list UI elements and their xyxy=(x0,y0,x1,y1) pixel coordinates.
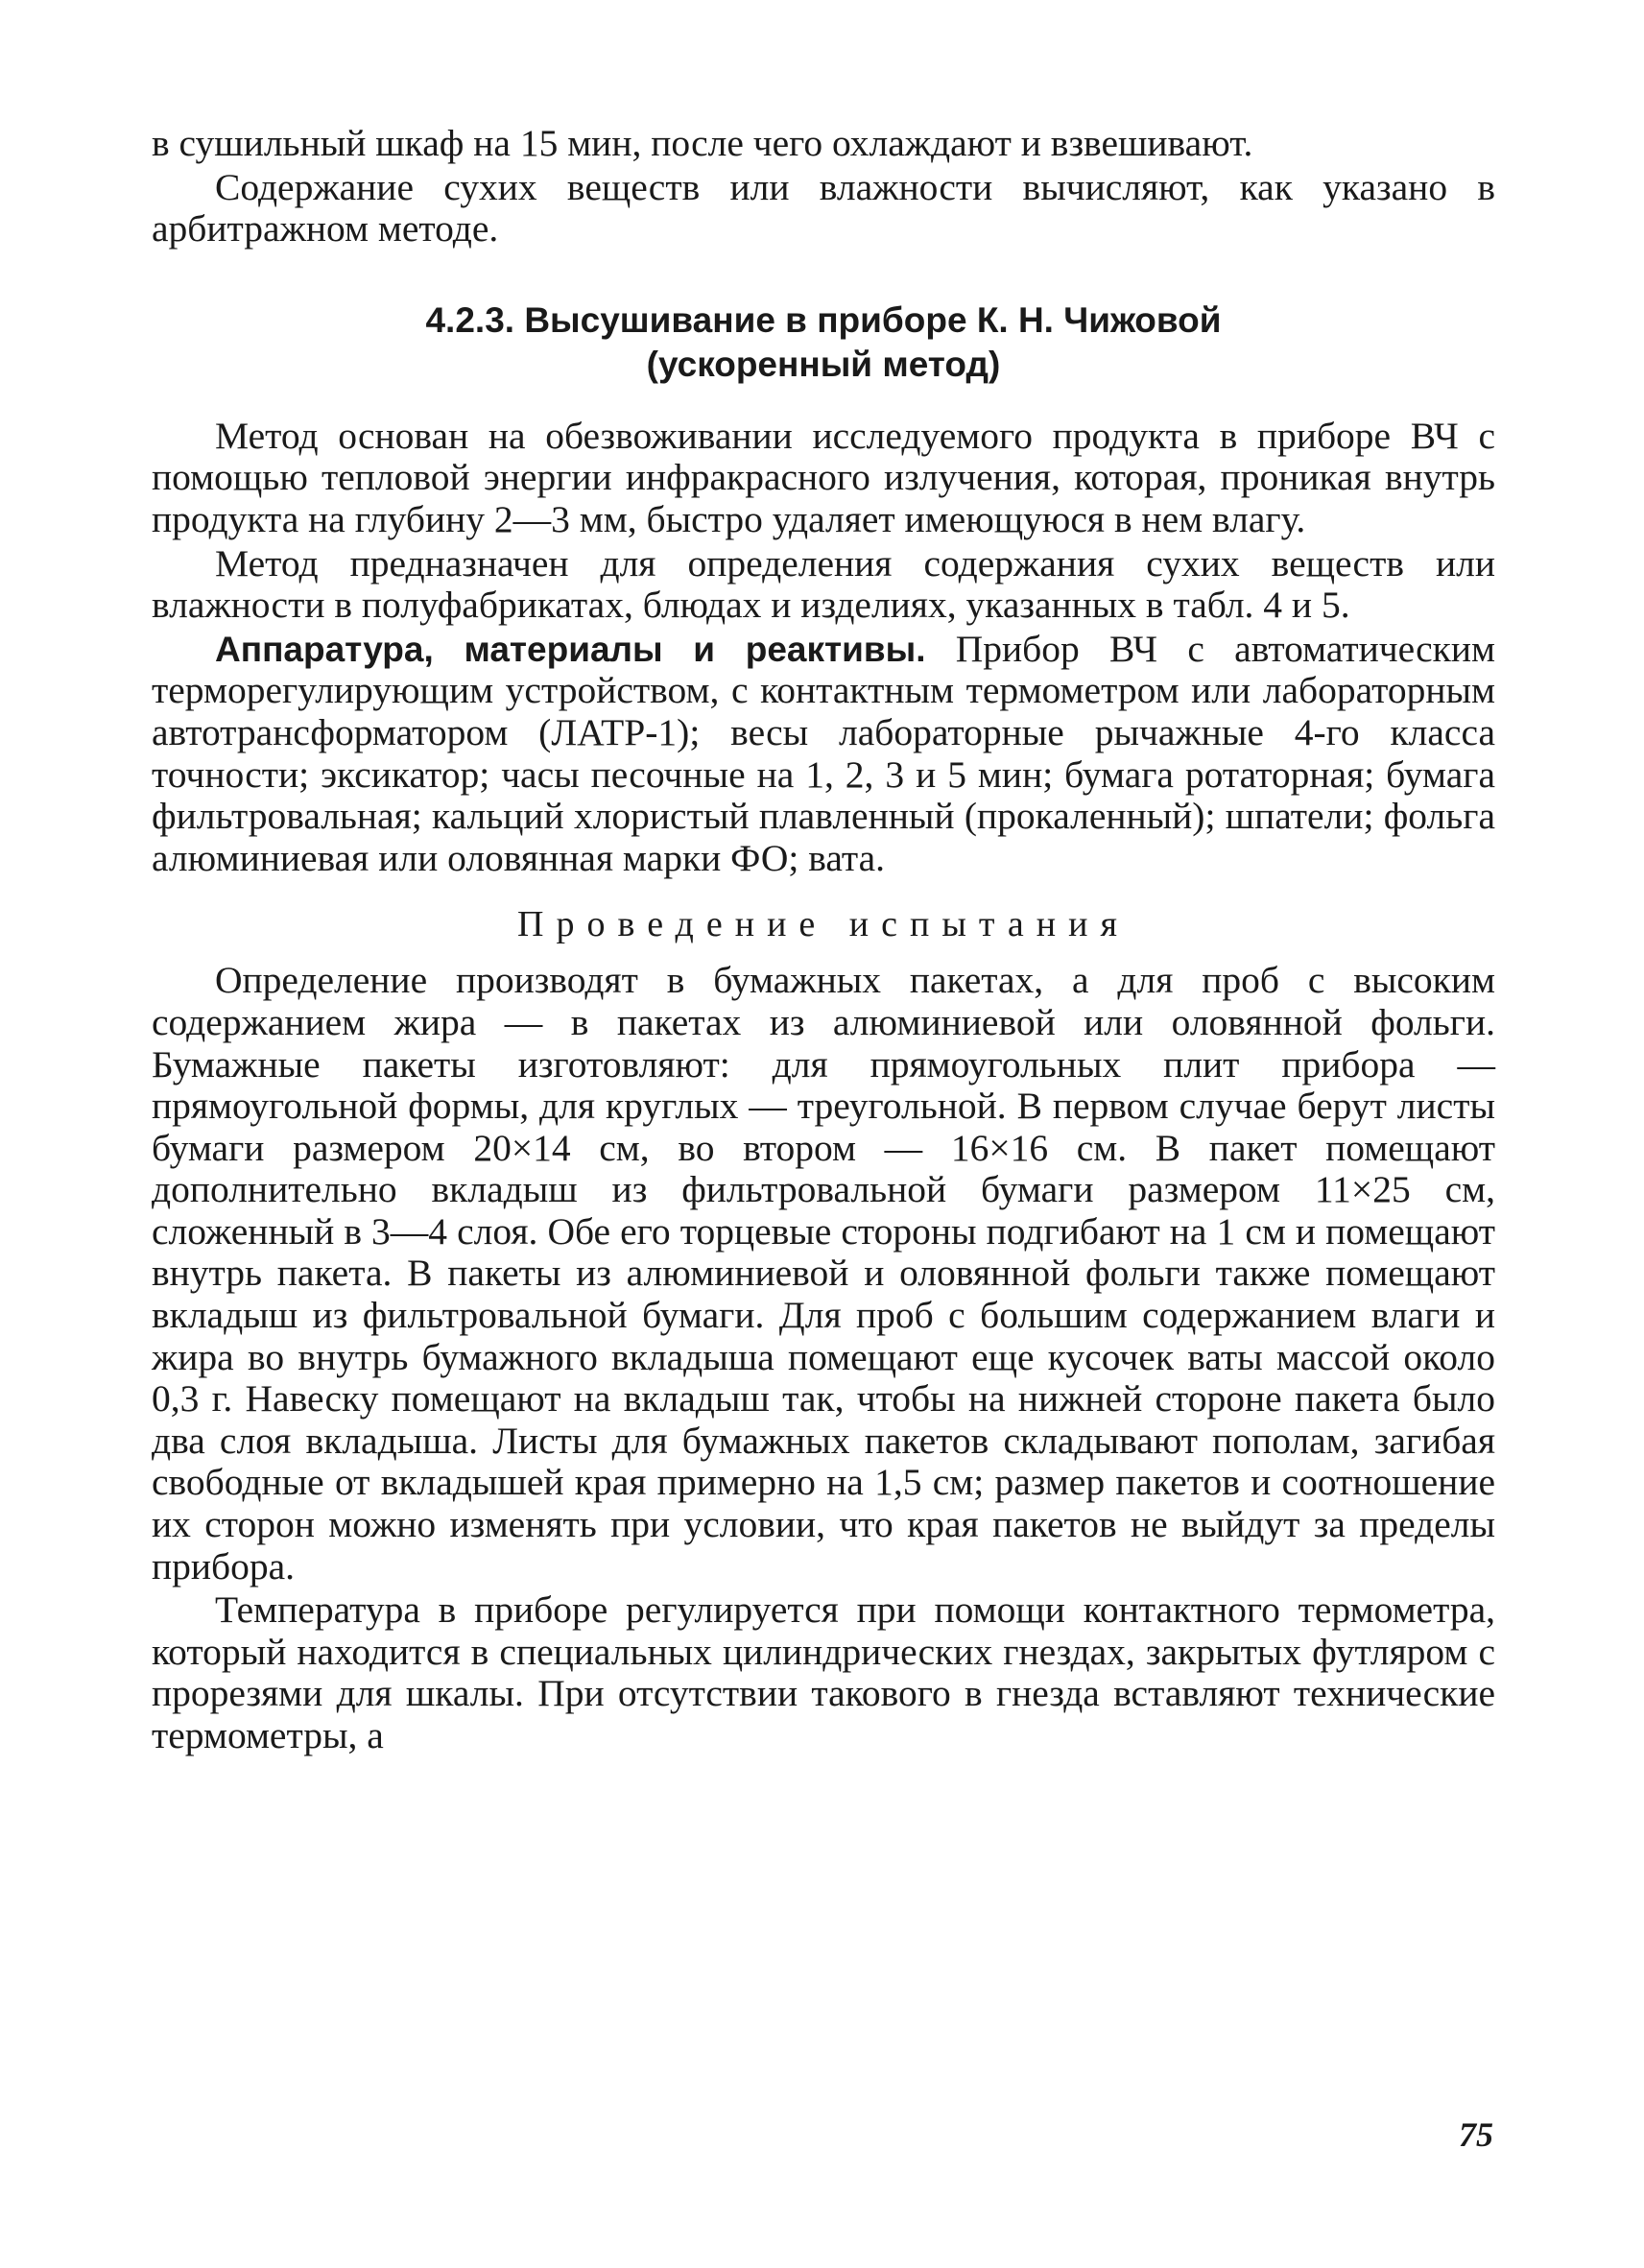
paragraph-method-purpose: Метод предназначен для определения содержания сухих веществ или влажности в полуфабрикатах, блюдах и изделиях, указанных в табл. 4 и 5. xyxy=(152,541,1495,627)
paragraph-continuation: в сушильный шкаф на 15 мин, после чего охлаждают и взвешивают. xyxy=(152,122,1253,164)
section-title-line-2: (ускоренный метод) xyxy=(646,344,1001,384)
section-title-line-1: 4.2.3. Высушивание в приборе К. Н. Чижовой xyxy=(425,299,1222,340)
paragraph-procedure: Определение производят в бумажных пакетах, а для проб с высоким содержанием жира — в пакетах из алюминиевой или оловянной фольги. Бумажные пакеты изготовляют: для прямоугольных плит прибора — прямоугольной формы, для круглых — треугольной. В первом случае берут листы бумаги размером 20×14 см, во втором — 16×16 см. В пакет помещают дополнительно вкладыш из фильтровальной бумаги размером 11×25 см, сложенный в 3—4 слоя. Обе его торцевые стороны подгибают на 1 см и помещают внутрь пакета. В пакеты из алюминиевой и оловянной фольги также помещают вкладыш из фильтровальной бумаги. Для проб с большим содержанием влаги и жира во внутрь бумажного вкладыша помещают еще кусочек ваты массой около 0,3 г. Навеску помещают на вкладыш так, чтобы на нижней стороне пакета было два слоя вкладыша. Листы для бумажных пакетов складывают пополам, загибая свободные от вкладышей края примерно на 1,5 см; размер пакетов и соотношение их сторон можно изменять при условии, что края пакетов не выйдут за пределы прибора. xyxy=(152,959,1495,1588)
document-page xyxy=(152,123,1495,1757)
paragraph-calculation: Содержание сухих веществ или влажности вычисляют, как указано в арбитражном методе. xyxy=(152,165,1495,251)
apparatus-list: Прибор ВЧ с автоматическим терморегулирующим устройством, с контактным термометром или лабораторным автотрансформатором (ЛАТР-1); весы лабораторные рычажные 4-го класса точности; эксикатор; часы песочные на 1, 2, 3 и 5 мин; бумага ротаторная; бумага фильтровальная; кальций хлористый плавленный (прокаленный); шпатели; фольга алюминиевая или оловянная марки ФО; вата. xyxy=(152,627,1495,879)
procedure-heading: Проведение испытания xyxy=(517,904,1130,945)
page-number: 75 xyxy=(1459,2115,1493,2154)
paragraph-apparatus xyxy=(152,629,1495,880)
paragraph-temperature: Температура в приборе регулируется при помощи контактного термометра, который находится в специальных цилиндрических гнездах, закрытых футляром с прорезями для шкалы. При отсутствии такового в гнезда вставляют технические термометры, а xyxy=(152,1588,1495,1756)
section-title xyxy=(152,298,1495,387)
apparatus-runin-heading: Аппаратура, материалы и реактивы. xyxy=(215,629,926,669)
paragraph-method-basis: Метод основан на обезвоживании исследуемого продукта в приборе ВЧ с помощью тепловой энергии инфракрасного излучения, которая, проникая внутрь продукта на глубину 2—3 мм, быстро удаляет имеющуюся в нем влагу. xyxy=(152,414,1495,540)
